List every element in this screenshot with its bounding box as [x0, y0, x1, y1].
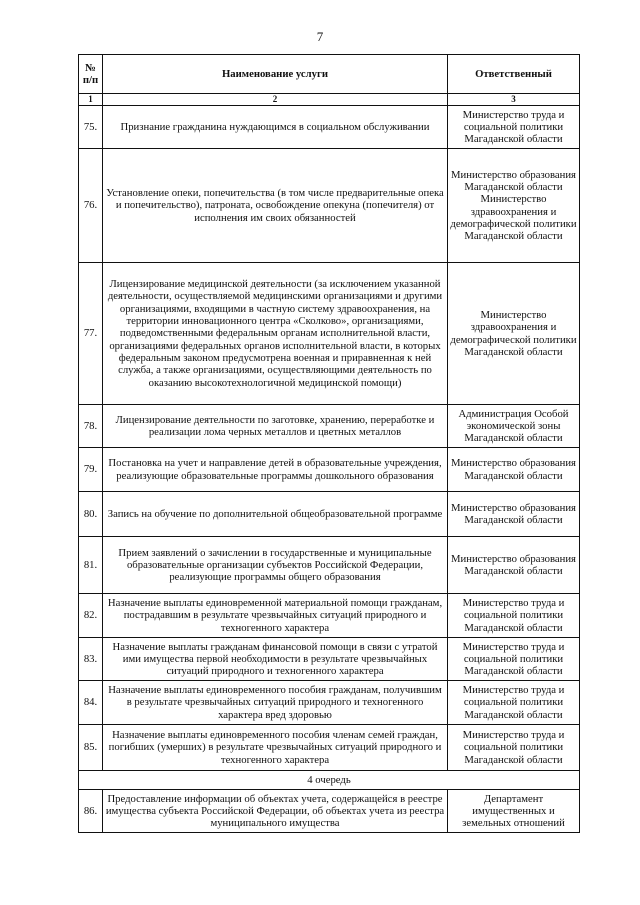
service-name: Признание гражданина нуждающимся в социальном обслуживании — [103, 106, 448, 149]
group-label: 4 очередь — [79, 771, 580, 790]
row-number: 84. — [79, 681, 103, 725]
service-name: Лицензирование деятельности по заготовке, хранению, переработке и реализации лома черных металлов и цветных металлов — [103, 405, 448, 448]
table-row — [79, 263, 580, 405]
header-row — [79, 55, 580, 94]
row-number: 83. — [79, 638, 103, 681]
responsible-org: Министерство труда и социальной политики Магаданской области — [448, 681, 580, 725]
page-number: 7 — [316, 29, 324, 44]
responsible-org: Департамент имущественных и земельных отношений — [448, 790, 580, 833]
column-index-1: 1 — [79, 94, 103, 106]
table-row — [79, 492, 580, 537]
row-number: 79. — [79, 448, 103, 492]
row-number: 82. — [79, 594, 103, 638]
responsible-org: Министерство образования Магаданской области Министерство здравоохранения и демографической политики Магаданской области — [448, 149, 580, 263]
responsible-org: Администрация Особой экономической зоны Магаданской области — [448, 405, 580, 448]
header-number: № п/п — [79, 55, 103, 94]
row-number: 85. — [79, 725, 103, 771]
service-name: Запись на обучение по дополнительной общеобразовательной программе — [103, 492, 448, 537]
table-row — [79, 106, 580, 149]
row-number: 76. — [79, 149, 103, 263]
table-row — [79, 405, 580, 448]
responsible-org: Министерство здравоохранения и демографической политики Магаданской области — [448, 263, 580, 405]
responsible-org: Министерство труда и социальной политики Магаданской области — [448, 106, 580, 149]
table-row — [79, 790, 580, 833]
row-number: 80. — [79, 492, 103, 537]
table-row — [79, 537, 580, 594]
row-number: 81. — [79, 537, 103, 594]
service-name: Назначение выплаты гражданам финансовой помощи в связи с утратой ими имущества первой необходимости в результате чрезвычайных ситуаций природного и техногенного характера — [103, 638, 448, 681]
service-name: Назначение выплаты единовременной материальной помощи гражданам, пострадавшим в результате чрезвычайных ситуаций природного и техногенного характера — [103, 594, 448, 638]
table-row — [79, 149, 580, 263]
service-name: Лицензирование медицинской деятельности (за исключением указанной деятельности, осуществляемой медицинскими организациями и другими организациями, входящими в частную систему здравоохранения, на территории инновационного центра «Сколково», организациями, подведомственными федеральным органам исполнительной власти, организациями федеральных органов исполнительной власти, в которых федеральным законом предусмотрена военная и приравненная к ней служба, а также организациями, осуществляющими деятельность по оказанию высокотехнологичной медицинской помощи) — [103, 263, 448, 405]
row-number: 78. — [79, 405, 103, 448]
row-number: 77. — [79, 263, 103, 405]
row-number: 86. — [79, 790, 103, 833]
table-row — [79, 681, 580, 725]
service-name: Назначение выплаты единовременного пособия гражданам, получившим в результате чрезвычайных ситуаций природного и техногенного характера вред здоровью — [103, 681, 448, 725]
service-name: Прием заявлений о зачислении в государственные и муниципальные образовательные организации субъектов Российской Федерации, реализующие программы общего образования — [103, 537, 448, 594]
column-index-row — [79, 94, 580, 106]
responsible-org: Министерство образования Магаданской области — [448, 492, 580, 537]
header-service-name: Наименование услуги — [103, 55, 448, 94]
column-index-2: 2 — [103, 94, 448, 106]
responsible-org: Министерство труда и социальной политики Магаданской области — [448, 725, 580, 771]
responsible-org: Министерство образования Магаданской области — [448, 448, 580, 492]
table-row — [79, 725, 580, 771]
column-index-3: 3 — [448, 94, 580, 106]
responsible-org: Министерство труда и социальной политики Магаданской области — [448, 638, 580, 681]
table-row — [79, 448, 580, 492]
service-name: Назначение выплаты единовременного пособия членам семей граждан, погибших (умерших) в результате чрезвычайных ситуаций природного и техногенного характера — [103, 725, 448, 771]
responsible-org: Министерство образования Магаданской области — [448, 537, 580, 594]
table-row — [79, 594, 580, 638]
services-table — [78, 54, 580, 833]
service-name: Постановка на учет и направление детей в образовательные учреждения, реализующие образовательные программы дошкольного образования — [103, 448, 448, 492]
table-row — [79, 638, 580, 681]
row-number: 75. — [79, 106, 103, 149]
service-name: Предоставление информации об объектах учета, содержащейся в реестре имущества субъекта Российской Федерации, об объектах учета из реестра муниципального имущества — [103, 790, 448, 833]
responsible-org: Министерство труда и социальной политики Магаданской области — [448, 594, 580, 638]
group-row — [79, 771, 580, 790]
service-name: Установление опеки, попечительства (в том числе предварительные опека и попечительство), патроната, освобождение опекуна (попечителя) от исполнения им своих обязанностей — [103, 149, 448, 263]
header-responsible: Ответственный — [448, 55, 580, 94]
